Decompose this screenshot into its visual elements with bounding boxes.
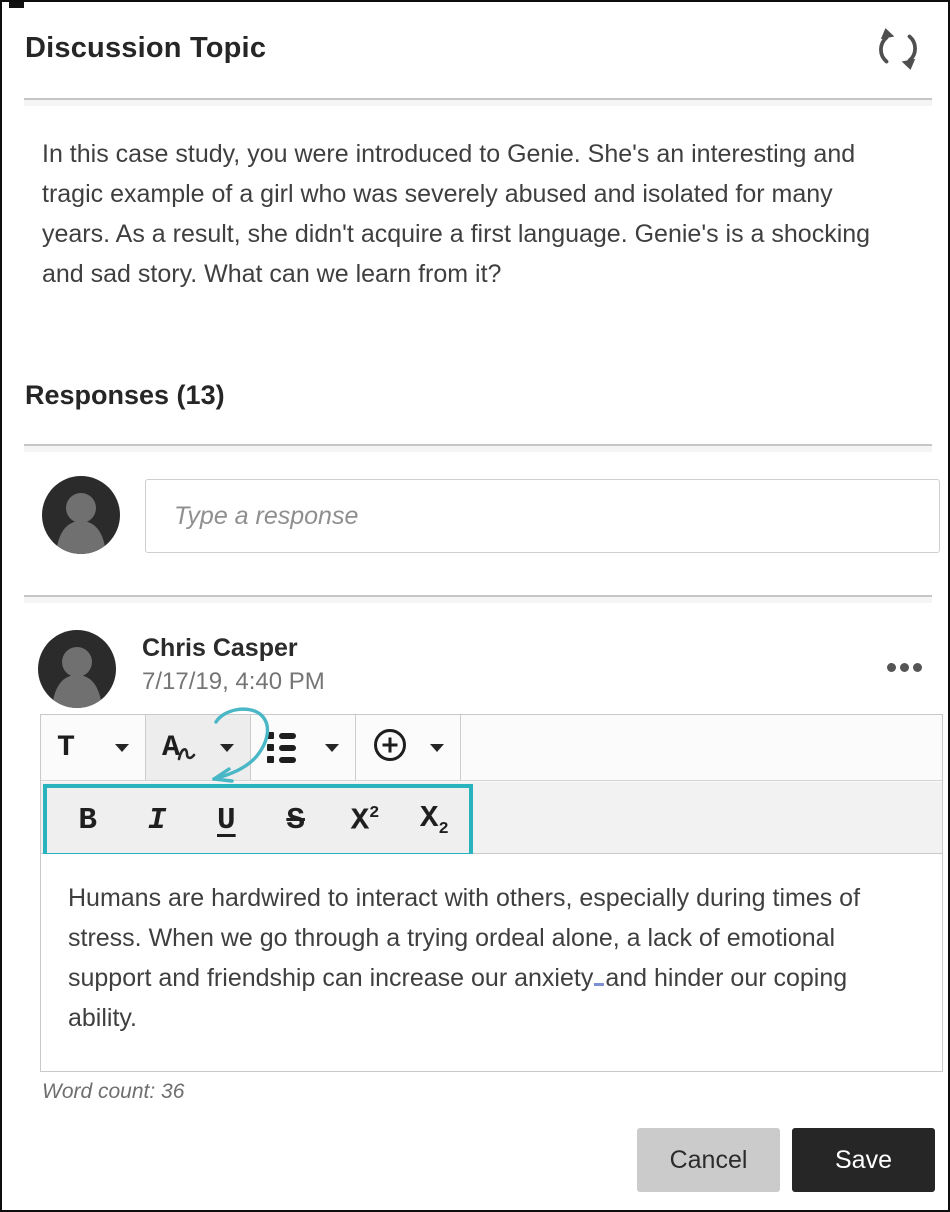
text-style-icon: T: [57, 730, 76, 765]
word-count: Word count: 36: [42, 1080, 185, 1103]
refresh-icon: [874, 61, 922, 76]
text-cursor: [594, 983, 604, 986]
editor-toolbar: [40, 714, 943, 854]
divider: [24, 444, 932, 446]
author-name: Chris Casper: [142, 634, 298, 662]
corner-notch: [9, 2, 24, 8]
italic-button[interactable]: I: [122, 805, 191, 836]
chevron-down-icon: [430, 744, 444, 752]
current-user-avatar: [42, 476, 120, 554]
chevron-down-icon: [115, 744, 129, 752]
responses-heading: Responses (13): [25, 380, 225, 410]
format-group-highlight: [43, 784, 473, 857]
font-appearance-icon: A: [162, 731, 196, 765]
toolbar-primary-row: [41, 715, 942, 781]
list-options-dropdown[interactable]: [251, 715, 356, 780]
page-title: Discussion Topic: [25, 32, 267, 64]
chevron-down-icon: [325, 744, 339, 752]
chevron-down-icon: [220, 744, 234, 752]
bold-button[interactable]: B: [53, 805, 122, 836]
author-avatar: [38, 630, 116, 708]
refresh-button[interactable]: [872, 24, 924, 76]
toolbar-format-row: [41, 782, 942, 853]
response-input[interactable]: [145, 479, 940, 553]
insert-content-dropdown[interactable]: [356, 715, 461, 780]
divider: [24, 98, 932, 100]
overflow-menu-button[interactable]: [880, 652, 928, 682]
cancel-button[interactable]: Cancel: [637, 1128, 780, 1192]
subscript-button[interactable]: $X_2$: [400, 803, 469, 838]
response-editor-text[interactable]: Humans are hardwired to interact with others, especially during times of stress. When we go through a trying ordeal alone, a lack of emotional support and friendship can increase our anxiety and hinder our coping ability.: [40, 854, 943, 1072]
underline-button[interactable]: U: [192, 805, 261, 836]
timestamp: 7/17/19, 4:40 PM: [142, 668, 325, 695]
text-style-dropdown[interactable]: [41, 715, 146, 780]
superscript-button[interactable]: $X^2$: [330, 805, 399, 836]
ellipsis-icon: [887, 663, 896, 672]
font-appearance-dropdown[interactable]: [146, 715, 251, 780]
topic-text: In this case study, you were introduced to Genie. She's an interesting and tragic example of a girl who was severely abused and isolated for many years. As a result, she didn't acquire a first language. Genie's is a shocking and sad story. What can we learn from it?: [42, 140, 871, 288]
divider: [24, 595, 932, 597]
strikethrough-button[interactable]: S: [261, 805, 330, 836]
list-options-icon: [267, 732, 296, 763]
save-button[interactable]: Save: [792, 1128, 935, 1192]
insert-content-icon: [372, 727, 408, 768]
